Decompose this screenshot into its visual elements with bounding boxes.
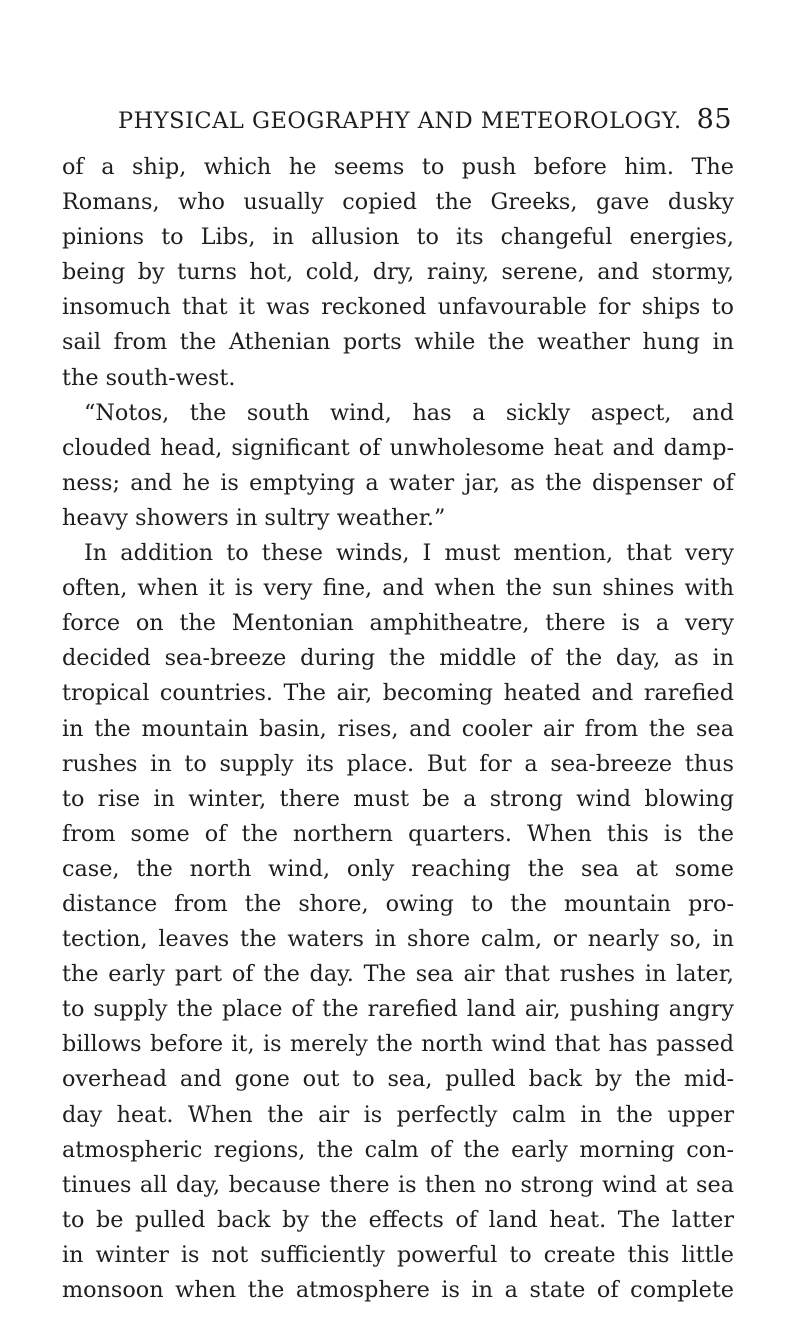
text-line: tinues all day, because there is then no strong wind at sea [62, 1171, 734, 1198]
text-line: in the mountain basin, rises, and cooler air from the sea [62, 715, 734, 742]
text-line: overhead and gone out to sea, pulled back by the mid- [62, 1066, 734, 1093]
text-line: the south-west. [62, 364, 236, 391]
text-line: often, when it is very fine, and when the sun shines with [62, 575, 734, 602]
text-line: ness; and he is emptying a water jar, as the dispenser of [62, 469, 734, 496]
text-line: clouded head, significant of unwholesome heat and damp- [62, 434, 734, 461]
text-line: sail from the Athenian ports while the weather hung in [62, 329, 734, 356]
book-page [62, 104, 734, 1308]
text-line: tection, leaves the waters in shore calm, or nearly so, in [62, 926, 734, 953]
text-line: tropical countries. The air, becoming heated and rarefied [62, 680, 734, 707]
text-line: being by turns hot, cold, dry, rainy, serene, and stormy, [62, 259, 734, 286]
running-title: PHYSICAL GEOGRAPHY AND METEOROLOGY. [118, 108, 682, 134]
text-line: to supply the place of the rarefied land air, pushing angry [62, 996, 734, 1023]
text-line: from some of the northern quarters. When this is the [62, 820, 734, 847]
text-line: to be pulled back by the effects of land heat. The latter [62, 1206, 734, 1233]
body-text [62, 150, 734, 1308]
text-line: “Notos, the south wind, has a sickly aspect, and [84, 399, 734, 426]
text-line: pinions to Libs, in allusion to its changeful energies, [62, 224, 734, 251]
text-line: force on the Mentonian amphitheatre, there is a very [62, 610, 734, 637]
text-line: insomuch that it was reckoned unfavourable for ships to [62, 294, 734, 321]
text-line: heavy showers in sultry weather.” [62, 504, 446, 531]
text-line: of a ship, which he seems to push before him. The [62, 154, 734, 180]
text-line: rushes in to supply its place. But for a sea-breeze thus [62, 750, 734, 777]
text-line: case, the north wind, only reaching the sea at some [62, 855, 734, 882]
text-line: Romans, who usually copied the Greeks, gave dusky [62, 189, 734, 216]
page-number: 85 [696, 104, 732, 135]
text-line: billows before it, is merely the north wind that has passed [62, 1031, 734, 1058]
running-head [62, 104, 734, 148]
text-line: the early part of the day. The sea air that rushes in later, [62, 961, 734, 988]
text-line: decided sea-breeze during the middle of the day, as in [62, 645, 734, 672]
text-line: monsoon when the atmosphere is in a state of complete [62, 1277, 734, 1303]
text-line: distance from the shore, owing to the mountain pro- [62, 890, 734, 917]
text-line: in winter is not sufficiently powerful to create this little [62, 1241, 734, 1268]
text-line: to rise in winter, there must be a strong wind blowing [62, 785, 734, 812]
text-line: day heat. When the air is perfectly calm in the upper [62, 1101, 734, 1128]
text-line: atmospheric regions, the calm of the early morning con- [62, 1136, 734, 1163]
text-line: In addition to these winds, I must mention, that very [84, 540, 734, 567]
